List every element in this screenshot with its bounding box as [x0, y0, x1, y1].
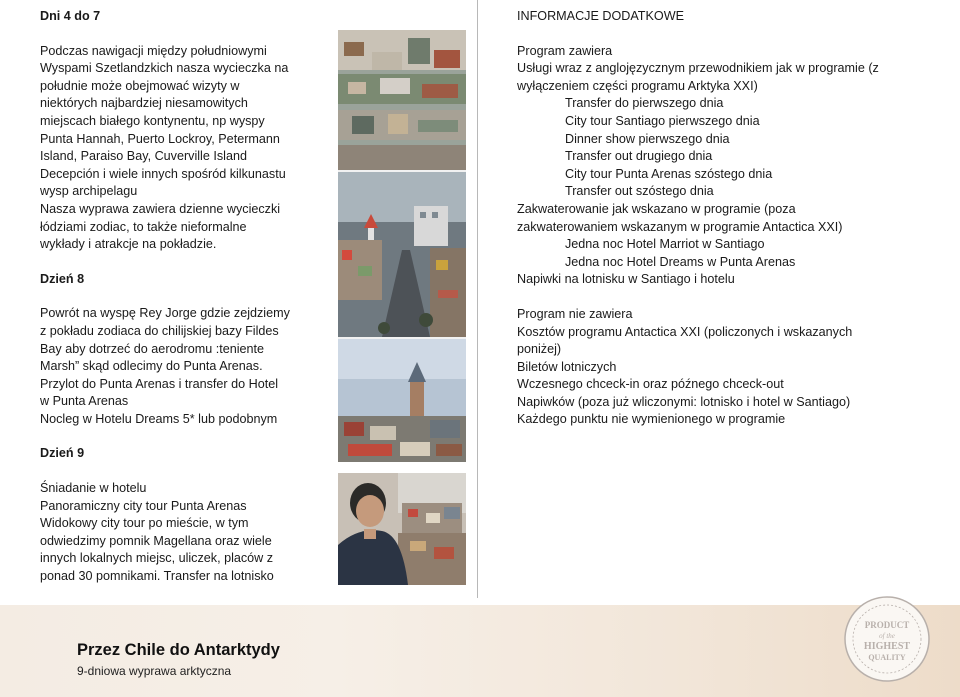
- seal-line1: PRODUCT: [864, 620, 910, 630]
- footer-title: Przez Chile do Antarktydy: [77, 641, 280, 659]
- included-line: Napiwki na lotnisku w Santiago i hotelu: [517, 272, 735, 287]
- excluded-line: Program nie zawiera: [517, 306, 633, 321]
- day4-line: wysp archipelagu: [40, 184, 138, 199]
- included-line: Zakwaterowanie jak wskazano w programie (poza: [517, 201, 796, 216]
- day8-line: w Punta Arenas: [40, 394, 129, 409]
- day9-text: [40, 480, 325, 586]
- included-line: Jedna noc Hotel Marriot w Santiago: [565, 237, 765, 252]
- quality-seal-icon: [842, 594, 932, 684]
- info-title: INFORMACJE DODATKOWE: [517, 9, 684, 23]
- right-column: [517, 8, 937, 429]
- day4-line: Punta Hannah, Puerto Lockroy, Petermann: [40, 131, 280, 146]
- excluded-line: Napiwków (poza już wliczonymi: lotnisko i hotel w Santiago): [517, 394, 851, 409]
- included-line: Program zawiera: [517, 43, 613, 58]
- day8-line: Powrót na wyspę Rey Jorge gdzie zejdziemy: [40, 306, 290, 321]
- excluded-line: Wczesnego chceck-in oraz późnego chceck-out: [517, 377, 784, 392]
- day4-line: niektórych najbardziej niesamowitych: [40, 96, 248, 111]
- day4-line: Nasza wyprawa zawiera dzienne wycieczki: [40, 201, 281, 216]
- day8-line: Przylot do Punta Arenas i transfer do Hotel: [40, 376, 279, 391]
- footer-banner: [0, 605, 960, 697]
- day8-line: Bay aby dotrzeć do aerodromu :teniente: [40, 341, 265, 356]
- included-line: City tour Punta Arenas szóstego dnia: [565, 166, 773, 181]
- day8-heading: Dzień 8: [40, 271, 85, 286]
- day4-line: łódziami zodiac, to także nieformalne: [40, 219, 247, 234]
- included-line: City tour Santiago pierwszego dnia: [565, 113, 760, 128]
- excluded-list: [517, 306, 937, 429]
- left-column: [40, 8, 325, 586]
- day4-line: Wyspami Szetlandzkich nasza wycieczka na: [40, 61, 289, 76]
- day9-line: innych lokalnych miejsc, uliczek, placów z: [40, 551, 274, 566]
- day4-heading: Dni 4 do 7: [40, 9, 101, 23]
- day9-line: Śniadanie w hotelu: [40, 481, 147, 496]
- day9-line: odwiedzimy pomnik Magellana oraz wiele: [40, 533, 272, 548]
- included-line: zakwaterowaniem wskazanym w programie Antactica XXI): [517, 219, 843, 234]
- day9-heading: Dzień 9: [40, 446, 85, 461]
- day4-line: południe może obejmować wizyty w: [40, 78, 240, 93]
- included-line: wyłączeniem części programu Arktyka XXI): [517, 78, 758, 93]
- city-photo-collage: [338, 30, 466, 462]
- seal-line4: QUALITY: [868, 653, 906, 662]
- day4-line: Decepción i wiele innych spośród kilkunastu: [40, 166, 286, 181]
- included-line: Transfer out szóstego dnia: [565, 184, 714, 199]
- column-divider: [477, 0, 478, 598]
- day4-text: [40, 43, 325, 254]
- excluded-line: poniżej): [517, 342, 562, 357]
- excluded-line: Biletów lotniczych: [517, 359, 617, 374]
- day8-text: [40, 305, 325, 428]
- seal-line3: HIGHEST: [863, 641, 911, 652]
- traveler-photo: [338, 473, 466, 585]
- footer-subtitle: 9-dniowa wyprawa arktyczna: [77, 664, 232, 678]
- day8-line: Marsh” skąd odlecimy do Punta Arenas.: [40, 359, 263, 374]
- seal-line2: of the: [879, 632, 895, 640]
- day4-line: Podczas nawigacji między południowymi: [40, 43, 267, 58]
- included-line: Usługi wraz z anglojęzycznym przewodnikiem jak w programie (z: [517, 61, 879, 76]
- day4-line: Island, Paraiso Bay, Cuverville Island: [40, 149, 247, 164]
- city-photo-illustration: [338, 30, 466, 462]
- excluded-line: Kosztów programu Antactica XXI (policzonych i wskazanych: [517, 324, 853, 339]
- traveler-illustration: [338, 473, 466, 585]
- day8-line: Nocleg w Hotelu Dreams 5* lub podobnym: [40, 411, 278, 426]
- day9-line: Widokowy city tour po mieście, w tym: [40, 516, 249, 531]
- day9-line: ponad 30 pomnikami. Transfer na lotnisko: [40, 569, 274, 584]
- day4-line: miejscach białego kontynentu, np wyspy: [40, 113, 265, 128]
- excluded-line: Każdego punktu nie wymienionego w programie: [517, 412, 786, 427]
- included-line: Transfer out drugiego dnia: [565, 149, 713, 164]
- included-line: Dinner show pierwszego dnia: [565, 131, 730, 146]
- day9-line: Panoramiczny city tour Punta Arenas: [40, 498, 247, 513]
- included-line: Transfer do pierwszego dnia: [565, 96, 724, 111]
- day8-line: z pokładu zodiaca do chilijskiej bazy Fildes: [40, 323, 279, 338]
- day4-line: wykłady i atrakcje na pokładzie.: [40, 237, 217, 252]
- included-line: Jedna noc Hotel Dreams w Punta Arenas: [565, 254, 796, 269]
- included-list: [517, 43, 937, 289]
